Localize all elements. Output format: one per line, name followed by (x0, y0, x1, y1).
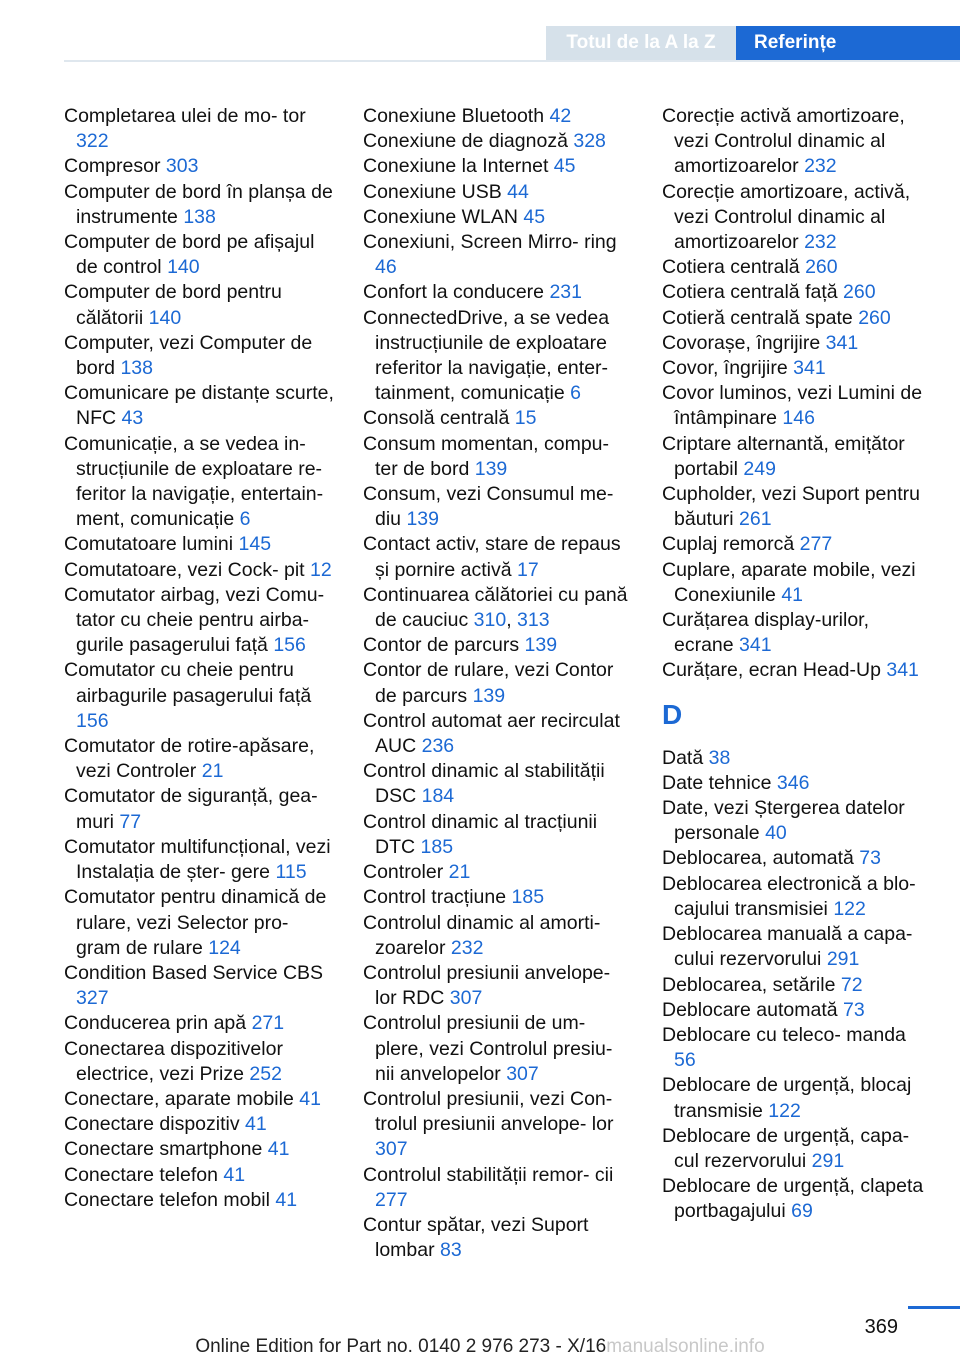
page-link[interactable]: 41 (299, 1087, 321, 1110)
page-link[interactable]: 122 (833, 897, 866, 920)
index-entry (64, 1037, 334, 1087)
index-entry-text: Covor, îngrijire (662, 357, 788, 380)
index-entry (64, 532, 334, 557)
page-link[interactable]: 12 (310, 558, 332, 581)
index-entry (363, 633, 633, 658)
index-entry-text: Controlul presiunii, vezi Con- trolul presiunii anvelope- lor (363, 1087, 614, 1136)
index-entry (64, 885, 334, 961)
index-entry-text: Deblocarea, setările (662, 973, 836, 996)
index-entry-text: Controlul dinamic al amorti- zoarelor (363, 911, 601, 959)
index-entry (662, 771, 932, 796)
index-entry (363, 810, 633, 860)
index-entry (363, 1213, 633, 1263)
index-entry (64, 558, 334, 583)
index-entry-text: Contur spătar, vezi Suport lombar (363, 1213, 589, 1262)
page-link[interactable]: 277 (799, 533, 833, 556)
index-entry (662, 1073, 932, 1123)
page-link[interactable]: 260 (843, 281, 876, 304)
page-link[interactable]: 277 (375, 1188, 408, 1211)
index-entry (363, 911, 633, 961)
page-link[interactable]: 156 (76, 709, 109, 732)
page-link[interactable]: 249 (743, 457, 776, 480)
index-entry (363, 482, 633, 532)
page-link[interactable]: 236 (421, 735, 455, 758)
page-link[interactable]: 44 (507, 180, 529, 203)
index-entry-text: Deblocarea manuală a capa- cului rezervorului (662, 923, 913, 971)
index-entry-text: Contact activ, stare de repaus și pornire activă (363, 533, 621, 581)
index-entry-text: Completarea ulei de mo- tor (64, 105, 306, 127)
index-entry (363, 406, 633, 431)
page-link[interactable]: 232 (804, 155, 837, 178)
page-link[interactable]: 17 (516, 558, 539, 581)
page-link[interactable]: 138 (120, 357, 153, 380)
page-link[interactable]: 46 (375, 256, 397, 279)
index-entry (64, 1188, 334, 1213)
page-link[interactable]: 313 (517, 609, 550, 632)
page-link[interactable]: 41 (781, 583, 804, 606)
page-link[interactable]: 72 (840, 973, 863, 996)
page-link[interactable]: 115 (275, 861, 307, 884)
index-entry (363, 180, 633, 205)
index-entry (64, 734, 334, 784)
page-link[interactable]: 140 (148, 306, 182, 329)
index-entry (662, 104, 932, 180)
index-entry (363, 961, 633, 1011)
index-entry-text: Comutator de rotire-apăsare, vezi Controler (64, 735, 315, 783)
section-tab[interactable]: Totul de la A la Z (546, 26, 736, 60)
index-entry: Continuarea călătoriei cu pană de cauciuc 310, 313 (363, 583, 628, 632)
index-entry (64, 784, 334, 834)
index-entry-text: Conducerea prin apă (64, 1012, 247, 1035)
page-link[interactable]: 41 (223, 1163, 246, 1186)
index-entry-text: Contor de rulare, vezi Contor de parcurs (363, 659, 614, 707)
index-entry-text: Conectare dispozitiv (64, 1113, 240, 1136)
index-entry-text: Covorașe, îngrijire (662, 331, 821, 354)
page-link[interactable]: 156 (273, 634, 306, 657)
index-entry-text: Deblocare de urgență, clapeta portbagajului (662, 1175, 924, 1223)
page-link[interactable]: 40 (765, 822, 787, 845)
index-entry-text: Conexiune de diagnoză (363, 130, 568, 153)
index-entry (363, 306, 633, 407)
index-column-3 (662, 104, 932, 1225)
index-entry-text: Conectare telefon mobil (64, 1188, 270, 1211)
index-entry-text: Control dinamic al stabilității DSC (363, 760, 605, 808)
page-link[interactable]: 231 (549, 281, 582, 304)
index-entry (363, 205, 633, 230)
index-entry (662, 746, 932, 771)
page-link[interactable]: 327 (76, 987, 109, 1010)
index-entry-text: Corecție amortizoare, activă, vezi Controlul dinamic al amortizoarelor (662, 180, 911, 254)
index-entry (363, 658, 633, 708)
index-entry-text: Conectarea dispozitivelor electrice, vezi Prize (64, 1037, 283, 1085)
index-entry (64, 658, 334, 734)
page-link[interactable]: 43 (121, 407, 144, 430)
index-entry-text: Comutator pentru dinamică de rulare, vezi Selector pro- gram de rulare (64, 886, 327, 959)
page-link[interactable]: 145 (238, 533, 272, 556)
page-link[interactable]: 42 (549, 105, 572, 127)
index-entry-text: Controlul presiunii de um- plere, vezi Controlul presiu- nii anvelopelor (363, 1012, 613, 1085)
index-entry (662, 532, 932, 557)
index-entry (662, 922, 932, 972)
index-entry-text: Deblocarea, automată (662, 847, 854, 870)
page-link[interactable]: 291 (826, 948, 860, 971)
page-link[interactable]: 139 (474, 457, 508, 480)
page-number-rule (908, 1306, 960, 1309)
page-link[interactable]: 232 (450, 936, 484, 959)
page-link[interactable]: 322 (76, 130, 109, 153)
index-entry (662, 1174, 932, 1224)
index-entry-text: Condition Based Service CBS (64, 961, 324, 984)
index-entry-text: Conectare telefon (64, 1163, 218, 1186)
index-entry-text: Computer de bord pe afișajul de control (64, 231, 315, 279)
index-entry-text: Cotiera centrală față (662, 281, 838, 304)
index-entry (64, 1163, 334, 1188)
page-link[interactable]: 310 (473, 609, 507, 632)
page-link[interactable]: 15 (514, 407, 537, 430)
index-entry (662, 432, 932, 482)
page-link[interactable]: 41 (245, 1113, 267, 1136)
index-entry-text: Computer de bord în planșa de instrumente (64, 180, 333, 228)
index-entry (64, 1087, 334, 1112)
footer (0, 1336, 960, 1358)
footer-watermark: manualsonline.info (606, 1336, 765, 1357)
index-entry (363, 432, 633, 482)
page-link[interactable]: 307 (449, 987, 483, 1010)
index-entry (662, 998, 932, 1023)
index-entry (363, 709, 633, 759)
index-entry (662, 796, 932, 846)
page-link[interactable]: 341 (739, 634, 772, 657)
page-link[interactable]: 140 (167, 256, 200, 279)
index-column-2 (363, 104, 633, 1263)
index-entry-text: Consolă centrală (363, 407, 510, 430)
index-entry (64, 1011, 334, 1036)
index-entry (64, 381, 334, 431)
index-entry (662, 180, 932, 256)
page-link[interactable]: 45 (523, 205, 546, 228)
page-link[interactable]: 346 (776, 771, 810, 794)
index-entry-text: Date tehnice (662, 771, 772, 794)
page-link[interactable]: 260 (805, 256, 838, 279)
index-entry (662, 846, 932, 871)
chapter-tab[interactable]: Referințe (736, 26, 960, 60)
page-link[interactable]: 271 (251, 1012, 285, 1035)
page-link[interactable]: 252 (249, 1062, 282, 1085)
index-entry-text: Criptare alternantă, emițător portabil (662, 432, 905, 480)
index-entry-text: Conexiune USB (363, 180, 502, 203)
header-divider (64, 60, 960, 62)
index-entry-text: Conexiuni, Screen Mirro- ring (363, 231, 617, 254)
page-link[interactable]: 307 (506, 1062, 539, 1085)
index-entry-text: Cotiera centrală (662, 256, 800, 279)
index-entry (64, 1137, 334, 1162)
index-entry (662, 482, 932, 532)
index-entry-text: Conectare smartphone (64, 1138, 263, 1161)
page-link[interactable]: 45 (553, 155, 576, 178)
page-link[interactable]: 260 (858, 306, 891, 329)
page-link[interactable]: 122 (768, 1099, 801, 1122)
index-entry-text: Controlul stabilității remor- cii (363, 1163, 614, 1186)
index-entry-text: Conexiune Bluetooth (363, 105, 545, 127)
index-entry (363, 759, 633, 809)
index-entry (363, 1163, 633, 1213)
index-entry (662, 558, 932, 608)
page-link[interactable]: 139 (406, 508, 439, 531)
page-link[interactable]: 341 (793, 357, 826, 380)
index-entry-text: Cuplaj remorcă (662, 533, 795, 556)
index-entry-text: Computer, vezi Computer de bord (64, 331, 313, 380)
index-entry-text: Compresor (64, 155, 161, 178)
index-entry (64, 1112, 334, 1137)
index-entry-text: Comutatoare lumini (64, 533, 234, 556)
index-entry-text: Date, vezi Ștergerea datelor personale (662, 797, 905, 845)
footer-edition: Online Edition for Part no. 0140 2 976 273 - X/16 (195, 1336, 607, 1357)
page-header (0, 0, 960, 64)
index-entry (64, 104, 334, 154)
page-link[interactable]: 77 (119, 810, 142, 833)
index-entry (64, 180, 334, 230)
index-entry-text: Curățarea display-urilor, ecrane (662, 609, 870, 657)
page-link[interactable]: 69 (791, 1200, 813, 1223)
index-entry-text: Deblocare cu teleco- manda (662, 1023, 906, 1046)
index-entry (64, 154, 334, 179)
index-entry (662, 658, 932, 683)
page-link[interactable]: 56 (674, 1049, 696, 1072)
page-link[interactable]: 261 (739, 508, 772, 531)
page-link[interactable]: 73 (859, 847, 881, 870)
page-link[interactable]: 21 (201, 760, 224, 783)
index-entry-text: Comutator de siguranță, gea- muri (64, 785, 318, 833)
index-entry-text: Comunicare pe distanțe scurte, NFC (64, 382, 334, 430)
index-entry (662, 331, 932, 356)
index-entry-text: Comutatoare, vezi Cock- pit (64, 558, 305, 581)
index-entry (64, 835, 334, 885)
index-entry-text: Comutator cu cheie pentru airbagurile pasagerului față (64, 659, 312, 707)
index-entry (662, 306, 932, 331)
index-entry-text: Contor de parcurs (363, 634, 520, 657)
page-link[interactable]: 139 (524, 634, 558, 657)
page-link[interactable]: 303 (165, 155, 199, 178)
index-entry-text: Computer de bord pentru călătorii (64, 281, 282, 329)
index-entry (662, 1124, 932, 1174)
index-entry (363, 1087, 633, 1163)
index-entry-text: Controlul presiunii anvelope- lor RDC (363, 961, 611, 1010)
index-entry (64, 961, 334, 1011)
page-link[interactable]: 41 (275, 1188, 298, 1211)
index-entry (363, 860, 633, 885)
page-link[interactable]: 6 (239, 508, 251, 531)
page-link[interactable]: 83 (440, 1239, 462, 1262)
index-entry (64, 230, 334, 280)
index-entry (662, 872, 932, 922)
page-link[interactable]: 185 (420, 835, 454, 858)
index-entry (662, 608, 932, 658)
index-entry (363, 104, 633, 129)
index-entry-text: Deblocare de urgență, blocaj transmisie (662, 1074, 912, 1122)
index-entry (363, 1011, 633, 1087)
page-link[interactable]: 328 (573, 130, 606, 153)
index-entry-text: Cotieră centrală spate (662, 306, 853, 329)
index-entry-text: Comutator airbag, vezi Comu- tator cu cheie pentru airba- gurile pasagerului față (64, 583, 325, 657)
page-link[interactable]: 73 (843, 998, 865, 1021)
index-entry (662, 381, 932, 431)
index-entry-text: Deblocare de urgență, capa- cul rezervorului (662, 1124, 910, 1172)
page-link[interactable]: 21 (448, 861, 471, 884)
index-entry (363, 280, 633, 305)
index-entry (662, 1023, 932, 1073)
page-link[interactable]: 41 (267, 1138, 290, 1161)
index-entry-text: Comutator multifuncțional, vezi Instalația de șter- gere (64, 835, 331, 884)
index-entry (64, 280, 334, 330)
index-entry-text: Control dinamic al tracțiunii DTC (363, 810, 598, 858)
index-entry-text: Conexiune WLAN (363, 205, 518, 228)
index-entry (662, 255, 932, 280)
index-entry-text: Confort la conducere (363, 281, 545, 304)
index-entry-text: Deblocare automată (662, 998, 838, 1021)
page-link[interactable]: 184 (421, 785, 455, 808)
page-link[interactable]: 232 (804, 231, 837, 254)
page-link[interactable]: 139 (472, 684, 506, 707)
index-entry (363, 532, 633, 582)
index-entry-text: Continuarea călătoriei cu pană de cauciuc (363, 583, 628, 632)
section-letter: D (662, 698, 683, 730)
index-entry-text: Conexiune la Internet (363, 155, 549, 178)
index-entry-text: Comunicație, a se vedea in- strucțiunile de exploatare re- feritor la navigație, entertain- ment, comunicație (64, 432, 324, 531)
page-link[interactable]: 185 (511, 886, 545, 909)
index-entry (363, 230, 633, 280)
index-entry (64, 432, 334, 533)
index-entry-text: Corecție activă amortizoare, vezi Controlul dinamic al amortizoarelor (662, 105, 905, 178)
index-entry-text: Consum, vezi Consumul me- diu (363, 483, 614, 531)
index-entry (363, 129, 633, 154)
page-link[interactable]: 124 (208, 936, 241, 959)
index-entry-text: Cuplare, aparate mobile, vezi Conexiunile (662, 558, 916, 606)
page-link[interactable]: 146 (782, 407, 815, 430)
index-entry-text: Consum momentan, compu- ter de bord (363, 432, 610, 480)
index-entry (662, 973, 932, 998)
index-entry (64, 583, 334, 659)
index-column-1 (64, 104, 334, 1213)
index-entry-text: Controler (363, 861, 444, 884)
index-entry-text: Conectare, aparate mobile (64, 1087, 294, 1110)
index-entry (363, 885, 633, 910)
page-link[interactable]: 307 (375, 1138, 408, 1161)
index-entry (64, 331, 334, 381)
index-entry-text: Deblocarea electronică a blo- cajului transmisiei (662, 872, 916, 920)
index-entry-text: Covor luminos, vezi Lumini de întâmpinare (662, 382, 923, 430)
index-entry-text: ConnectedDrive, a se vedea instrucțiunile de exploatare referitor la navigație, enter- tainment, comunicație (363, 306, 610, 405)
index-entry-text: Dată (662, 746, 704, 769)
page-link[interactable]: 38 (708, 746, 731, 769)
page-link[interactable]: 291 (811, 1149, 845, 1172)
index-entry-text: Cupholder, vezi Suport pentru băuturi (662, 483, 920, 531)
index-entry-text: Control tracțiune (363, 886, 507, 909)
page-link[interactable]: 341 (886, 659, 919, 682)
page-link[interactable]: 341 (825, 331, 859, 354)
page-link[interactable]: 6 (570, 382, 581, 405)
index-entry-text: Control automat aer recirculat AUC (363, 709, 620, 758)
page-number: 369 (864, 1316, 898, 1338)
index-entry (662, 280, 932, 305)
index-entry-text: Curățare, ecran Head-Up (662, 659, 881, 682)
index-entry (363, 154, 633, 179)
index-entry (662, 356, 932, 381)
page-link[interactable]: 138 (183, 205, 216, 228)
